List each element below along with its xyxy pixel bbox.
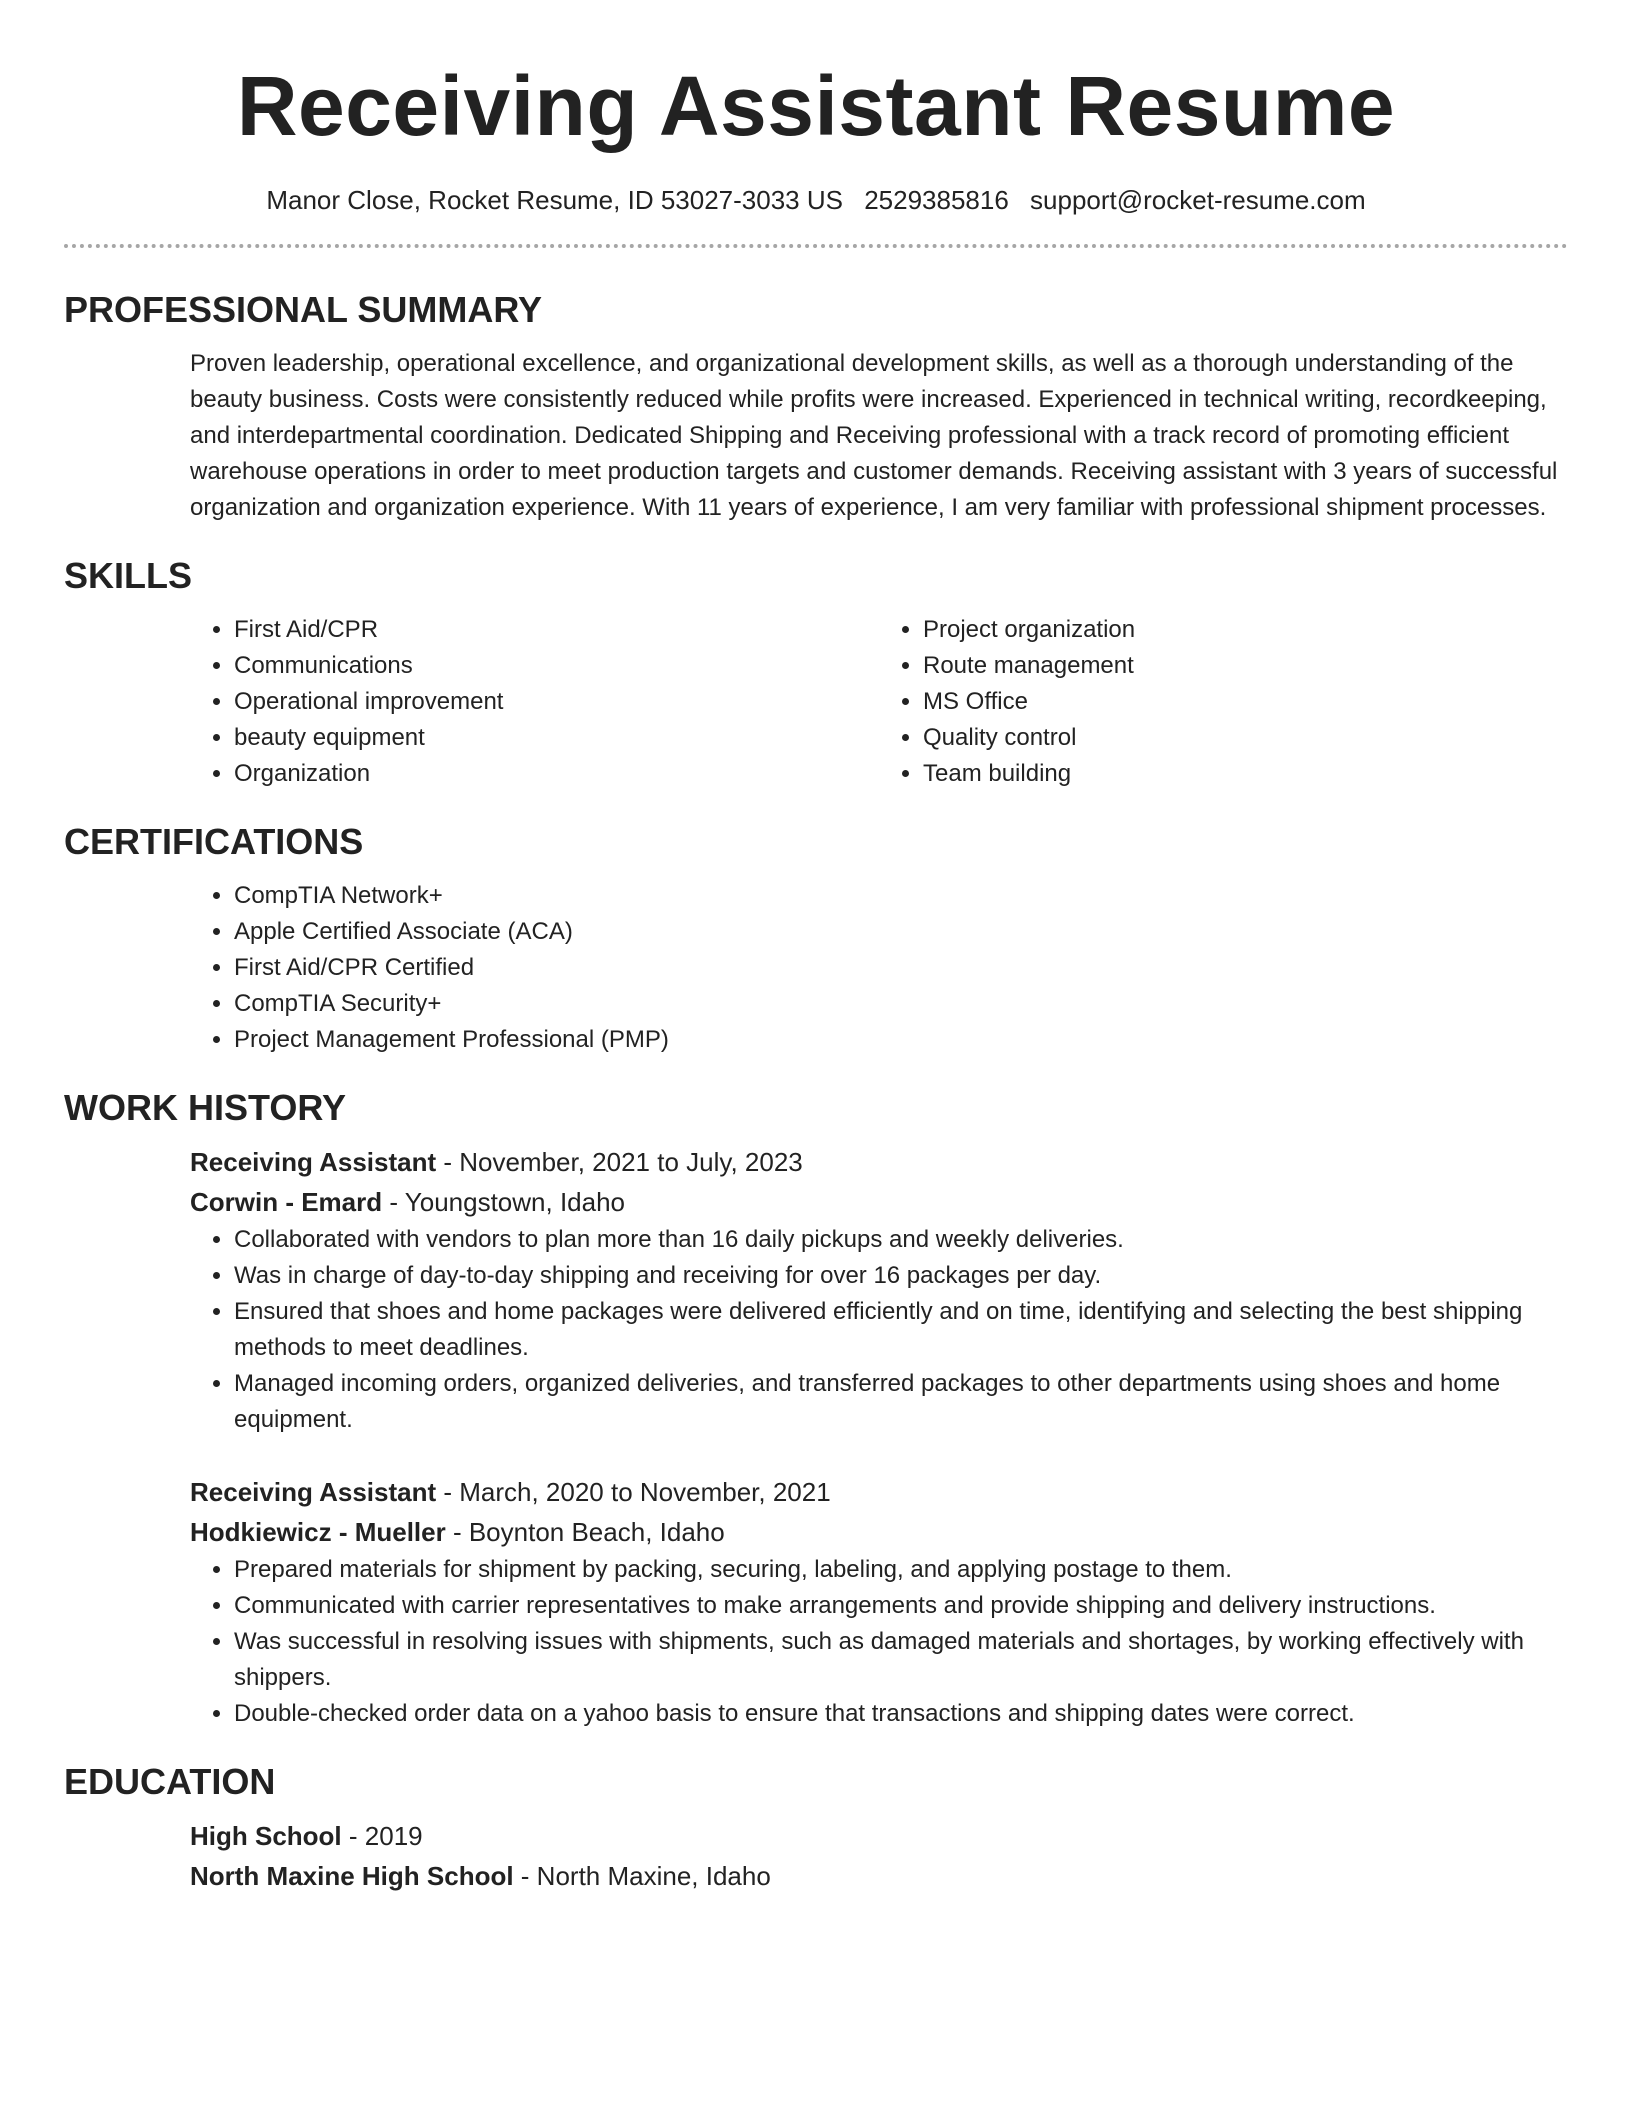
certification-item: • CompTIA Network+ (234, 878, 1568, 914)
job-duty: • Ensured that shoes and home packages were delivered efficiently and on time, identifying and selecting the best shipping methods to meet deadlines. (234, 1294, 1568, 1366)
education-location: - North Maxine, Idaho (513, 1861, 771, 1891)
job-duty: • Was in charge of day-to-day shipping and receiving for over 16 packages per day. (234, 1258, 1568, 1294)
job-duties (190, 1222, 1568, 1438)
job-company: Hodkiewicz - Mueller (190, 1517, 446, 1547)
contact-email: support@rocket-resume.com (1030, 185, 1366, 215)
job-company-line (190, 1182, 1568, 1222)
skill-item: • Quality control (923, 720, 1568, 756)
certification-item: • First Aid/CPR Certified (234, 950, 1568, 986)
certification-item: • Apple Certified Associate (ACA) (234, 914, 1568, 950)
education-heading: EDUCATION (64, 1761, 276, 1802)
education-degree-line (190, 1816, 1568, 1856)
job-title: Receiving Assistant (190, 1477, 437, 1507)
summary-body (190, 346, 1568, 526)
skill-item: • beauty equipment (234, 720, 879, 756)
skill-item: • Project organization (923, 612, 1568, 648)
job-duty: • Double-checked order data on a yahoo basis to ensure that transactions and shipping dates were correct. (234, 1696, 1568, 1732)
skill-item: • MS Office (923, 684, 1568, 720)
skill-item: • Communications (234, 648, 879, 684)
contact-line (64, 182, 1568, 218)
job-duty: • Collaborated with vendors to plan more than 16 daily pickups and weekly deliveries. (234, 1222, 1568, 1258)
resume-title: Receiving Assistant Resume (236, 59, 1396, 153)
job-company: Corwin - Emard (190, 1187, 383, 1217)
summary-heading: PROFESSIONAL SUMMARY (64, 289, 543, 330)
job-title: Receiving Assistant (190, 1147, 437, 1177)
certification-item: • Project Management Professional (PMP) (234, 1022, 1568, 1058)
job-entry (190, 1142, 1568, 1438)
job-title-line (190, 1142, 1568, 1182)
education-school-line (190, 1856, 1568, 1896)
skill-item: • Route management (923, 648, 1568, 684)
education-year: - 2019 (341, 1821, 423, 1851)
education-degree: High School (190, 1821, 342, 1851)
skill-item: • Operational improvement (234, 684, 879, 720)
skill-item: • Organization (234, 756, 879, 792)
contact-address: Manor Close, Rocket Resume, ID 53027-3033 US (266, 185, 843, 215)
summary-text: Proven leadership, operational excellence, and organizational development skills, as well as a thorough understanding of the beauty business. Costs were consistently reduced while profits were increased. Experienced in technical writing, recordkeeping, and interdepartmental coordination. Dedicated Shipping and Receiving professional with a track record of promoting efficient warehouse operations in order to meet production targets and customer demands. Receiving assistant with 3 years of successful organization and organization experience. With 11 years of experience, I am very familiar with professional shipment processes. (190, 350, 1558, 521)
certifications-list (190, 878, 1568, 1058)
skills-list (190, 612, 1568, 792)
job-entry (190, 1472, 1568, 1732)
job-duty: • Was successful in resolving issues with shipments, such as damaged materials and shortages, by working effectively with shippers. (234, 1624, 1568, 1696)
certification-item: • CompTIA Security+ (234, 986, 1568, 1022)
job-duty: • Communicated with carrier representatives to make arrangements and provide shipping and delivery instructions. (234, 1588, 1568, 1624)
certifications-heading: CERTIFICATIONS (64, 821, 364, 862)
job-duty: • Managed incoming orders, organized deliveries, and transferred packages to other departments using shoes and home equipment. (234, 1366, 1568, 1438)
job-location: - Boynton Beach, Idaho (445, 1517, 725, 1547)
job-location: - Youngstown, Idaho (382, 1187, 626, 1217)
job-duty: • Prepared materials for shipment by packing, securing, labeling, and applying postage to them. (234, 1552, 1568, 1588)
contact-phone: 2529385816 (864, 185, 1009, 215)
skill-item: • Team building (923, 756, 1568, 792)
skill-item: • First Aid/CPR (234, 612, 879, 648)
work-history-heading: WORK HISTORY (64, 1087, 347, 1128)
job-title-line (190, 1472, 1568, 1512)
certifications-body (190, 878, 1568, 1058)
skills-column-left (190, 612, 879, 792)
job-dates: - March, 2020 to November, 2021 (436, 1477, 831, 1507)
skills-column-right (879, 612, 1568, 792)
job-dates: - November, 2021 to July, 2023 (436, 1147, 803, 1177)
job-company-line (190, 1512, 1568, 1552)
header-divider (64, 244, 1568, 248)
education-entry (190, 1816, 1568, 1896)
job-duties (190, 1552, 1568, 1732)
skills-heading: SKILLS (64, 555, 193, 596)
education-school: North Maxine High School (190, 1861, 514, 1891)
